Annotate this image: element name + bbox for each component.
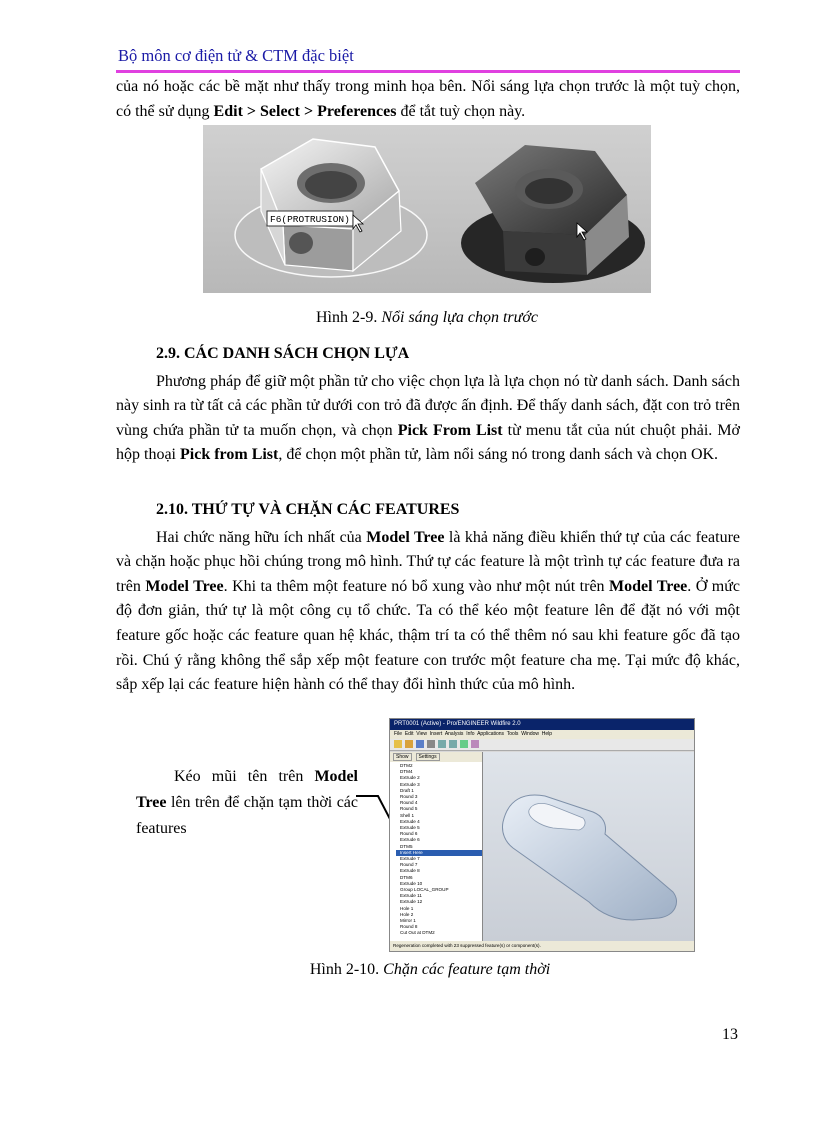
tree-item[interactable]: Draft 1 <box>400 787 414 793</box>
tree-item[interactable]: Extrude 12 <box>400 899 423 905</box>
model-view <box>483 752 694 939</box>
new-icon[interactable] <box>394 740 402 748</box>
tree-settings-button[interactable]: Settings <box>416 753 440 761</box>
figure-2-9-caption: Hình 2-9. Nổi sáng lựa chọn trước <box>316 309 538 326</box>
tree-item[interactable]: DTM6 <box>400 874 413 880</box>
tree-item[interactable]: Hole 1 <box>400 905 414 911</box>
tree-item[interactable]: Mirror 1 <box>400 918 416 924</box>
tree-item[interactable]: Insert Here <box>396 850 482 856</box>
tree-show-button[interactable]: Show <box>393 753 412 761</box>
graphics-area[interactable] <box>483 752 694 941</box>
menu-file[interactable]: File <box>394 731 403 737</box>
section-2-9-heading: 2.9. CÁC DANH SÁCH CHỌN LỰA <box>156 345 410 362</box>
menu-info[interactable]: Info <box>466 731 475 737</box>
figure-2-10 <box>389 718 695 952</box>
model-tree-list <box>390 762 482 937</box>
figure-2-9 <box>203 125 651 293</box>
section-2-9 <box>116 342 740 468</box>
menu-applications[interactable]: Applications <box>477 731 505 737</box>
menu-insert[interactable]: Insert <box>429 731 443 737</box>
intro-paragraph <box>116 75 740 124</box>
intro-text-a: của nó hoặc các bề mặt như thấy trong minh họa bên. Nổi sáng lựa chọn trước là một tuỳ chọn, có thể sử dụng <box>116 78 740 120</box>
tree-item[interactable]: Extrude 10 <box>400 880 423 886</box>
zoom-icon[interactable] <box>471 740 479 748</box>
page-number: 13 <box>722 1026 738 1043</box>
tree-item[interactable]: Round 4 <box>400 800 418 806</box>
tree-item[interactable]: Extrude 2 <box>400 775 420 781</box>
window-title-bar: PRT0001 (Active) - Pro/ENGINEER Wildfire 2.0 <box>390 719 694 730</box>
menu-window[interactable]: Window <box>521 731 540 737</box>
regen-icon[interactable] <box>460 740 468 748</box>
section-2-10 <box>116 498 740 698</box>
tree-item[interactable]: Round 7 <box>400 862 418 868</box>
menu-bar <box>390 730 694 739</box>
tree-item[interactable]: Round 6 <box>400 831 418 837</box>
toolbar <box>390 739 694 751</box>
save-icon[interactable] <box>416 740 424 748</box>
tree-item[interactable]: Extrude 11 <box>400 893 422 899</box>
tree-item[interactable]: Extrude 8 <box>400 868 420 874</box>
menu-edit[interactable]: Edit <box>404 731 414 737</box>
running-header: Bộ môn cơ điện tử & CTM đặc biệt <box>118 46 354 65</box>
menu-analysis[interactable]: Analysis <box>444 731 464 737</box>
tree-item[interactable]: Round 8 <box>400 924 418 930</box>
menu-tools[interactable]: Tools <box>506 731 519 737</box>
tree-item[interactable]: Extrude 4 <box>400 818 420 824</box>
tree-item[interactable]: DTM2 <box>400 763 413 768</box>
intro-menu-path: Edit > Select > Preferences <box>213 102 397 120</box>
tree-toolbar <box>390 752 482 762</box>
menu-help[interactable]: Help <box>541 731 553 737</box>
intro-text-b: để tắt tuỳ chọn này. <box>396 102 526 120</box>
figure-2-10-caption: Hình 2-10. Chặn các feature tạm thời <box>309 961 551 978</box>
tree-item[interactable]: Hole 2 <box>400 911 414 917</box>
tree-item[interactable]: Extrude 3 <box>400 781 420 787</box>
tree-item[interactable]: Extrude 6 <box>400 837 420 843</box>
redo-icon[interactable] <box>449 740 457 748</box>
side-note: Kéo mũi tên trên Model Tree lên trên để chặn tạm thời các features <box>136 768 358 837</box>
tree-item[interactable]: Shell 1 <box>400 812 415 818</box>
tree-item[interactable]: Extrude 5 <box>400 825 420 831</box>
model-tree-panel <box>390 752 483 941</box>
svg-text:F6(PROTRUSION): F6(PROTRUSION) <box>270 214 350 225</box>
tree-item[interactable]: DTM4 <box>400 769 413 775</box>
menu-view[interactable]: View <box>416 731 427 737</box>
tree-item[interactable]: Group LOCAL_GROUP <box>400 887 449 893</box>
preselection-illustration <box>203 125 651 293</box>
tree-item[interactable]: Round 5 <box>400 806 418 812</box>
section-2-10-paragraph: Hai chức năng hữu ích nhất của Model Tree là khả năng điều khiển thứ tự của các feature và chặn hoặc phục hồi chúng trong mô hình. Thứ tự các feature là một trình tự các feature đưa ra trên Model Tree. Khi ta thêm một feature nó bổ xung vào như một nút trên Model Tree. Ở mức độ đơn giản, thứ tự là một công cụ tổ chức. Ta có thể kéo một feature lên để đặt nó với một feature gốc hoặc các feature quan hệ khác, thậm trí ta có thể thêm nó sau khi feature gốc đã tạo rồi. Chú ý rằng không thể sắp xếp một feature con trước một feature cha mẹ. Tại mức độ khác, sắp xếp lại các feature hiện hành có thể thay đổi hình thức của mô hình. <box>116 528 741 694</box>
section-2-10-heading: 2.10. THỨ TỰ VÀ CHẶN CÁC FEATURES <box>156 501 460 518</box>
open-icon[interactable] <box>405 740 413 748</box>
undo-icon[interactable] <box>438 740 446 748</box>
section-2-9-paragraph: Phương pháp để giữ một phần tử cho việc chọn lựa là lựa chọn nó từ danh sách. Danh sách này sinh ra từ tất cả các phần tử dưới con trỏ đã được ấn định. Để thấy danh sách, đặt con trỏ trên vùng chứa phần tử ta muốn chọn, và chọn Pick From List từ menu tắt của nút chuột phải. Mở hộp thoại Pick from List, để chọn một phần tử, làm nổi sáng nó trong danh sách và chọn OK. <box>116 372 741 464</box>
tree-item[interactable]: DTM5 <box>400 843 413 849</box>
tree-item[interactable]: Round 3 <box>400 794 418 800</box>
intro-block <box>116 75 740 124</box>
pick-label <box>267 211 353 226</box>
tree-item[interactable]: Cut Out at DTM2 <box>400 930 435 936</box>
header-divider <box>116 70 740 73</box>
tree-item[interactable]: Extrude 7 <box>400 856 420 862</box>
print-icon[interactable] <box>427 740 435 748</box>
status-bar: Regeneration completed with 23 suppressed feature(s) or component(s). <box>390 941 694 951</box>
